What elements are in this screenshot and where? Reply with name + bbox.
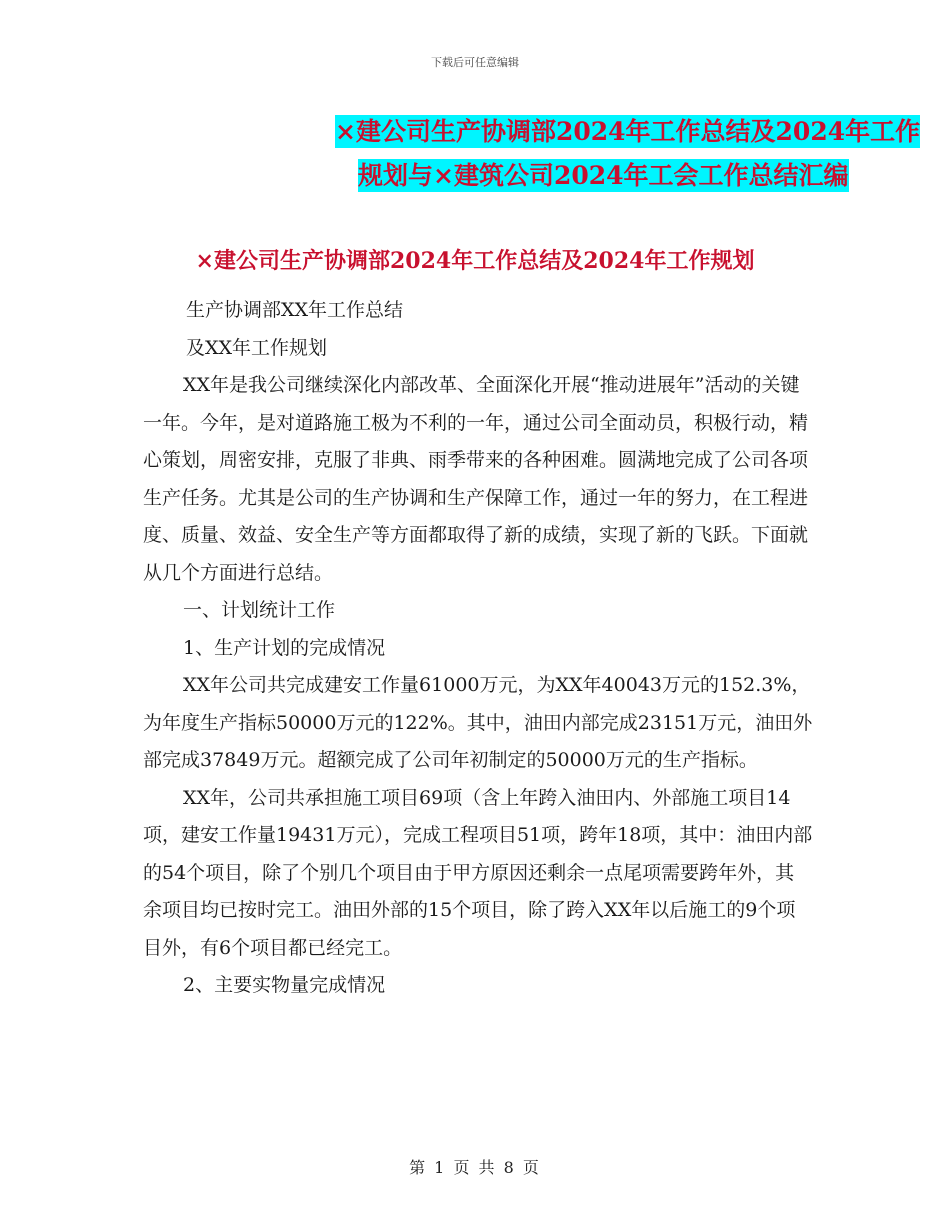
- paragraph-intro: XX年是我公司继续深化内部改革、全面深化开展“推动进展年”活动的关键一年。今年，是对道路施工极为不利的一年，通过公司全面动员，积极行动，精心策划，周密安排，克服了非典、雨季带来的各种困难。圆满地完成了公司各项生产任务。尤其是公司的生产协调和生产保障工作，通过一年的努力，在工程进度、质量、效益、安全生产等方面都取得了新的成绩，实现了新的飞跃。下面就从几个方面进行总结。: [143, 374, 809, 584]
- heading-production-plan: 1、生产计划的完成情况: [183, 636, 386, 659]
- document-body: [143, 292, 813, 1005]
- paragraph-projects: XX年，公司共承担施工项目69项（含上年跨入油田内、外部施工项目14项，建安工作量19431万元），完成工程项目51项，跨年18项，其中：油田内部的54个项目，除了个别几个项目由于甲方原因还剩余一点尾项需要跨年外，其余项目均已按时完工。油田外部的15个项目，除了跨入XX年以后施工的9个项目外，有6个项目都已经完工。: [143, 786, 813, 959]
- heading-plan-statistics: 一、计划统计工作: [183, 599, 336, 621]
- heading-physical-volume: 2、主要实物量完成情况: [183, 974, 386, 996]
- header-note: 下载后可任意编辑: [431, 56, 519, 69]
- title-line-2: 规划与×建筑公司2024年工会工作总结汇编: [358, 161, 849, 190]
- page-number-footer: 第 1 页 共 8 页: [409, 1158, 541, 1177]
- subtitle-2: 及XX年工作规划: [186, 336, 328, 359]
- paragraph-output: XX年公司共完成建安工作量61000万元，为XX年40043万元的152.3%，为年度生产指标50000万元的122%。其中，油田内部完成23151万元，油田外部完成37849万元。超额完成了公司年初制定的50000万元的生产指标。: [143, 674, 813, 771]
- title-line-1: ×建公司生产协调部2024年工作总结及2024年工作: [335, 117, 921, 146]
- subtitle-1: 生产协调部XX年工作总结: [186, 299, 404, 321]
- section-title: ×建公司生产协调部2024年工作总结及2024年工作规划: [195, 248, 755, 274]
